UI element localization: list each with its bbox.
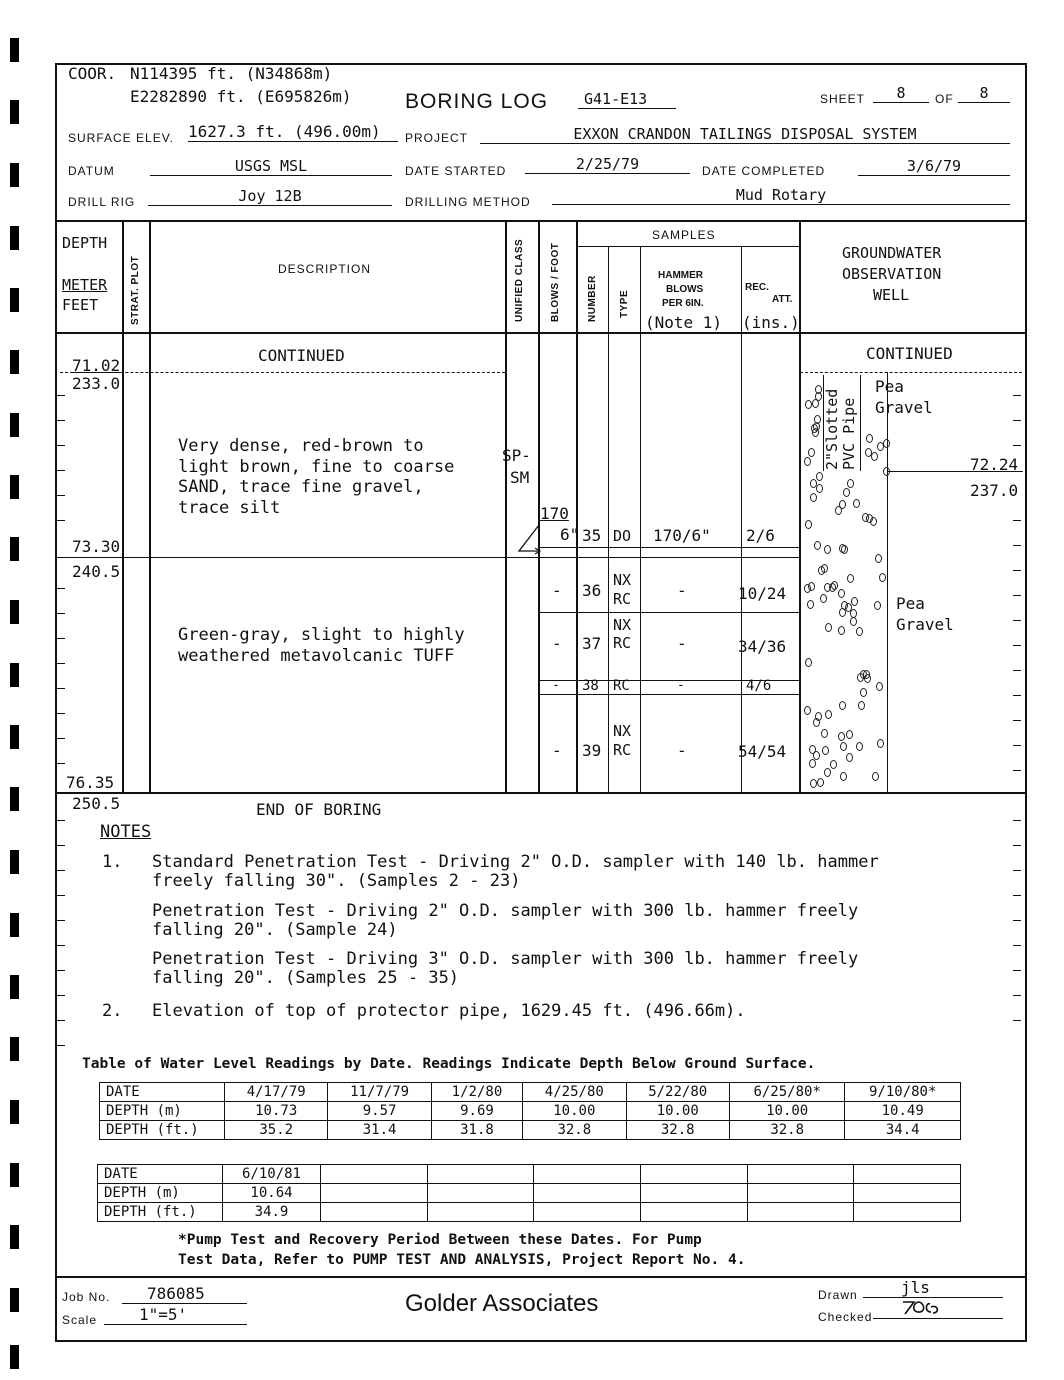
date-cell: 4/17/79: [225, 1083, 328, 1102]
gravel-dot: [877, 442, 884, 451]
company-name: Golder Associates: [405, 1290, 599, 1317]
sample-blows: -: [552, 634, 562, 653]
layer-2-line: weathered metavolcanic TUFF: [178, 645, 455, 666]
depth-bot-m: 76.35: [66, 773, 115, 792]
gravel-dot: [838, 626, 845, 635]
gravel-dot: [825, 710, 832, 719]
water-footnote-2: Test Data, Refer to PUMP TEST AND ANALYSIS, Project Report No. 4.: [178, 1252, 746, 1268]
well-pipe-line-2: PVC Pipe: [840, 397, 858, 470]
col-feet: FEET: [62, 296, 99, 314]
gravel-dot: [841, 545, 848, 554]
sample-type: NX: [613, 722, 632, 740]
date-cell: [321, 1165, 428, 1184]
sample-hammer: 170/6": [653, 526, 711, 545]
gravel-dot: [817, 778, 824, 787]
gravel-dot: [813, 751, 820, 760]
drilling-method-label: DRILLING METHOD: [405, 195, 531, 209]
gravel-dot: [875, 554, 882, 563]
sample-number: 35: [582, 526, 602, 545]
table-row: [98, 1184, 961, 1203]
gravel-dot: [838, 732, 845, 741]
col-hammer-note: (Note 1): [645, 313, 723, 332]
sample-type-2: RC: [613, 634, 632, 652]
gravel-dot: [813, 422, 820, 431]
col-gw-3: WELL: [873, 286, 910, 304]
gravel-dot: [856, 627, 863, 636]
water-level-table-2: [97, 1164, 961, 1222]
gravel-dot: [846, 730, 853, 739]
well-depth-m: 72.24: [970, 455, 1019, 474]
gravel-dot: [804, 706, 811, 715]
layer-1-line: SAND, trace fine gravel,: [178, 477, 424, 497]
drill-rig-label: DRILL RIG: [68, 195, 136, 209]
depth-m-cell: 10.00: [523, 1102, 626, 1121]
continued-desc: CONTINUED: [258, 346, 345, 365]
note-2-text: Elevation of top of protector pipe, 1629.45 ft. (496.66m).: [152, 1001, 746, 1021]
of-label: OF: [935, 92, 954, 106]
sample-type: NX: [613, 616, 632, 634]
col-description: DESCRIPTION: [278, 262, 372, 276]
date-cell: 9/10/80*: [845, 1083, 961, 1102]
col-att: ATT.: [772, 294, 793, 305]
depth-ft-cell: [640, 1203, 747, 1222]
page-title: BORING LOG: [405, 90, 549, 113]
sample-blows: -: [552, 678, 560, 693]
sample-rec: 54/54: [738, 742, 787, 761]
depth-m-cell: [427, 1184, 534, 1203]
table-row: [100, 1102, 961, 1121]
note-1-number: 1.: [102, 852, 123, 872]
water-table-title: Table of Water Level Readings by Date. Readings Indicate Depth Below Ground Surface.: [82, 1056, 816, 1072]
depth-top-ft: 233.0: [72, 374, 121, 393]
sample-hammer: -: [677, 678, 685, 693]
sample-number: 39: [582, 741, 602, 760]
depth-m-cell: 9.57: [328, 1102, 431, 1121]
depth-m-cell: 10.00: [729, 1102, 845, 1121]
layer-2-line: Green-gray, slight to highly: [178, 625, 465, 645]
layer-1-blows: 170: [540, 504, 569, 523]
layer-1-class-2: SM: [510, 468, 530, 487]
date-cell: [747, 1165, 854, 1184]
surface-elev-label: SURFACE ELEV.: [68, 131, 174, 145]
gravel-dot: [860, 688, 867, 697]
gravel-dot: [851, 597, 858, 606]
depth-m-cell: [640, 1184, 747, 1203]
water-footnote-1: *Pump Test and Recovery Period Between these Dates. For Pump: [178, 1232, 702, 1248]
date-cell: 1/2/80: [431, 1083, 522, 1102]
table-row: [98, 1203, 961, 1222]
sample-rec: 10/24: [738, 584, 787, 603]
date-completed-value: 3/6/79: [858, 157, 1010, 176]
well-gravel-2: Gravel: [896, 615, 954, 634]
datum-value: USGS MSL: [150, 157, 392, 176]
date-cell: 6/10/81: [223, 1165, 321, 1184]
gravel-dot: [845, 603, 852, 612]
well-pea-2: Pea: [896, 594, 925, 613]
layer-1-class: SP-: [502, 446, 531, 465]
scale-value: 1"=5': [104, 1305, 247, 1325]
depth-ft-cell: 34.9: [223, 1203, 321, 1222]
gravel-dot: [853, 499, 860, 508]
depth-ft-cell: [854, 1203, 961, 1222]
col-unified-class: UNIFIED CLASS: [514, 238, 525, 322]
date-started-label: DATE STARTED: [405, 164, 507, 178]
note-1a-line-2: freely falling 30". (Samples 2 - 23): [152, 871, 521, 891]
gravel-dot: [810, 493, 817, 502]
checked-label: Checked: [818, 1310, 873, 1324]
col-gw-2: OBSERVATION: [842, 265, 942, 283]
sample-type-2: RC: [613, 741, 632, 759]
depth-m-cell: [321, 1184, 428, 1203]
depth-ft-cell: 35.2: [225, 1121, 328, 1140]
note-1a-line-1: Standard Penetration Test - Driving 2" O.D. sampler with 140 lb. hammer: [152, 852, 879, 872]
depth-ft-cell: [747, 1203, 854, 1222]
date-cell: [640, 1165, 747, 1184]
row-label: DATE: [98, 1165, 223, 1184]
col-rec: REC.: [745, 282, 769, 293]
note-1b-line-1: Penetration Test - Driving 2" O.D. sampler with 300 lb. hammer freely: [152, 901, 859, 921]
layer-1-blows-2: 6": [560, 525, 580, 544]
sheet-total: 8: [958, 84, 1010, 103]
col-hammer-3: PER 6IN.: [662, 298, 704, 309]
depth-m-cell: 9.69: [431, 1102, 522, 1121]
col-samples: SAMPLES: [652, 228, 716, 242]
col-type: TYPE: [619, 289, 630, 318]
gravel-dot: [807, 600, 814, 609]
sheet-label: SHEET: [820, 92, 866, 106]
row-label: DEPTH (m): [100, 1102, 225, 1121]
log-id: G41-E13: [578, 90, 676, 109]
depth-m-cell: 10.00: [626, 1102, 729, 1121]
row-label: DEPTH (ft.): [100, 1121, 225, 1140]
depth-mid-ft: 240.5: [72, 562, 121, 581]
sample-blows: -: [552, 741, 562, 760]
sample-hammer: -: [677, 581, 687, 600]
drawn-value: jls: [863, 1278, 1003, 1298]
project-value: EXXON CRANDON TAILINGS DISPOSAL SYSTEM: [480, 125, 1010, 144]
depth-ft-cell: 31.8: [431, 1121, 522, 1140]
col-blows-foot: BLOWS / FOOT: [550, 242, 561, 322]
coor-label: COOR.: [68, 64, 117, 83]
drawn-label: Drawn: [818, 1288, 858, 1302]
depth-ft-cell: [534, 1203, 641, 1222]
job-number: 786085: [122, 1284, 247, 1304]
drill-rig-value: Joy 12B: [148, 187, 392, 206]
sample-type: DO: [613, 527, 632, 545]
continued-well: CONTINUED: [866, 344, 953, 363]
gravel-dot: [883, 439, 890, 448]
date-cell: 4/25/80: [523, 1083, 626, 1102]
checked-initials-signature-icon: [900, 1296, 948, 1318]
gravel-dot: [843, 488, 850, 497]
depth-ft-cell: 32.8: [523, 1121, 626, 1140]
col-depth: DEPTH: [62, 234, 108, 252]
sample-hammer: -: [677, 634, 687, 653]
sample-number: 38: [582, 678, 599, 694]
layer-2-description: [178, 625, 465, 666]
gravel-dot: [805, 400, 812, 409]
water-level-table-1: [99, 1082, 961, 1140]
col-hammer-2: BLOWS: [666, 284, 704, 295]
depth-ft-cell: [321, 1203, 428, 1222]
date-cell: [854, 1165, 961, 1184]
coor-north: N114395 ft. (N34868m): [130, 64, 333, 83]
gravel-dot: [877, 739, 884, 748]
job-label: Job No.: [62, 1290, 111, 1304]
date-cell: 11/7/79: [328, 1083, 431, 1102]
col-meter: METER: [62, 276, 108, 294]
depth-bot-ft: 250.5: [72, 794, 121, 813]
gravel-dot: [876, 682, 883, 691]
depth-ft-cell: 32.8: [626, 1121, 729, 1140]
well-pipe-label: [824, 375, 862, 470]
depth-top-m: 71.02: [72, 356, 121, 375]
sheet-number: 8: [873, 84, 929, 103]
date-completed-label: DATE COMPLETED: [702, 164, 826, 178]
sample-rec: 4/6: [746, 678, 772, 694]
well-gravel-1: Gravel: [875, 398, 933, 417]
coor-east: E2282890 ft. (E695826m): [130, 87, 352, 106]
sample-rec: 2/6: [746, 526, 775, 545]
depth-m-cell: [534, 1184, 641, 1203]
col-number: NUMBER: [587, 275, 598, 322]
col-hammer-1: HAMMER: [658, 270, 703, 281]
sample-hammer: -: [677, 741, 687, 760]
well-pea-1: Pea: [875, 377, 904, 396]
table-row: [100, 1083, 961, 1102]
note-2-number: 2.: [102, 1001, 123, 1021]
row-label: DEPTH (ft.): [98, 1203, 223, 1222]
project-label: PROJECT: [405, 131, 469, 145]
gravel-dot: [856, 742, 863, 751]
date-cell: 5/22/80: [626, 1083, 729, 1102]
depth-m-cell: [747, 1184, 854, 1203]
depth-m-cell: 10.73: [225, 1102, 328, 1121]
sample-number: 36: [582, 581, 602, 600]
sample-blows: -: [552, 581, 562, 600]
layer-1-line: light brown, fine to coarse: [178, 456, 455, 477]
surface-elev-value: 1627.3 ft. (496.00m): [188, 122, 398, 142]
col-strat-plot: STRAT. PLOT: [130, 255, 141, 325]
drilling-method-value: Mud Rotary: [552, 186, 1010, 205]
depth-mid-m: 73.30: [72, 537, 121, 556]
layer-1-line: Very dense, red-brown to: [178, 436, 424, 456]
gravel-dot: [874, 601, 881, 610]
date-cell: 6/25/80*: [729, 1083, 845, 1102]
depth-ft-cell: 31.4: [328, 1121, 431, 1140]
datum-label: DATUM: [68, 164, 115, 178]
gravel-dot: [840, 772, 847, 781]
col-rec-units: (ins.): [742, 313, 800, 332]
gravel-dot: [813, 718, 820, 727]
well-depth-ft: 237.0: [970, 481, 1019, 500]
sample-rec: 34/36: [738, 637, 787, 656]
row-label: DATE: [100, 1083, 225, 1102]
depth-m-cell: 10.49: [845, 1102, 961, 1121]
layer-1-description: [178, 436, 454, 518]
table-row: [98, 1165, 961, 1184]
layer-1-line: trace silt: [178, 497, 281, 518]
note-1c-line-2: falling 20". (Samples 25 - 35): [152, 968, 460, 988]
depth-ft-cell: [427, 1203, 534, 1222]
depth-ft-cell: 32.8: [729, 1121, 845, 1140]
gravel-dot: [858, 701, 865, 710]
scale-label: Scale: [62, 1313, 98, 1327]
end-of-boring: END OF BORING: [256, 800, 382, 819]
note-1b-line-2: falling 20". (Sample 24): [152, 920, 398, 940]
well-pipe-line-1: 2"Slotted: [823, 388, 841, 470]
date-started-value: 2/25/79: [525, 155, 690, 174]
sample-type-2: RC: [613, 590, 632, 608]
col-gw-1: GROUNDWATER: [842, 244, 942, 262]
notes-heading: NOTES: [100, 822, 152, 842]
gravel-dot: [872, 772, 879, 781]
blows-arrow-icon: [513, 523, 543, 557]
sample-type: NX: [613, 571, 632, 589]
gravel-dot: [805, 520, 812, 529]
depth-ft-cell: 34.4: [845, 1121, 961, 1140]
gravel-dot: [810, 479, 817, 488]
gravel-dot: [866, 434, 873, 443]
sample-number: 37: [582, 634, 602, 653]
depth-m-cell: [854, 1184, 961, 1203]
depth-m-cell: 10.64: [223, 1184, 321, 1203]
date-cell: [534, 1165, 641, 1184]
date-cell: [427, 1165, 534, 1184]
sample-type: RC: [613, 678, 630, 694]
gravel-dot: [840, 742, 847, 751]
gravel-dot: [883, 467, 890, 476]
note-1c-line-1: Penetration Test - Driving 3" O.D. sampler with 300 lb. hammer freely: [152, 949, 859, 969]
row-label: DEPTH (m): [98, 1184, 223, 1203]
table-row: [100, 1121, 961, 1140]
